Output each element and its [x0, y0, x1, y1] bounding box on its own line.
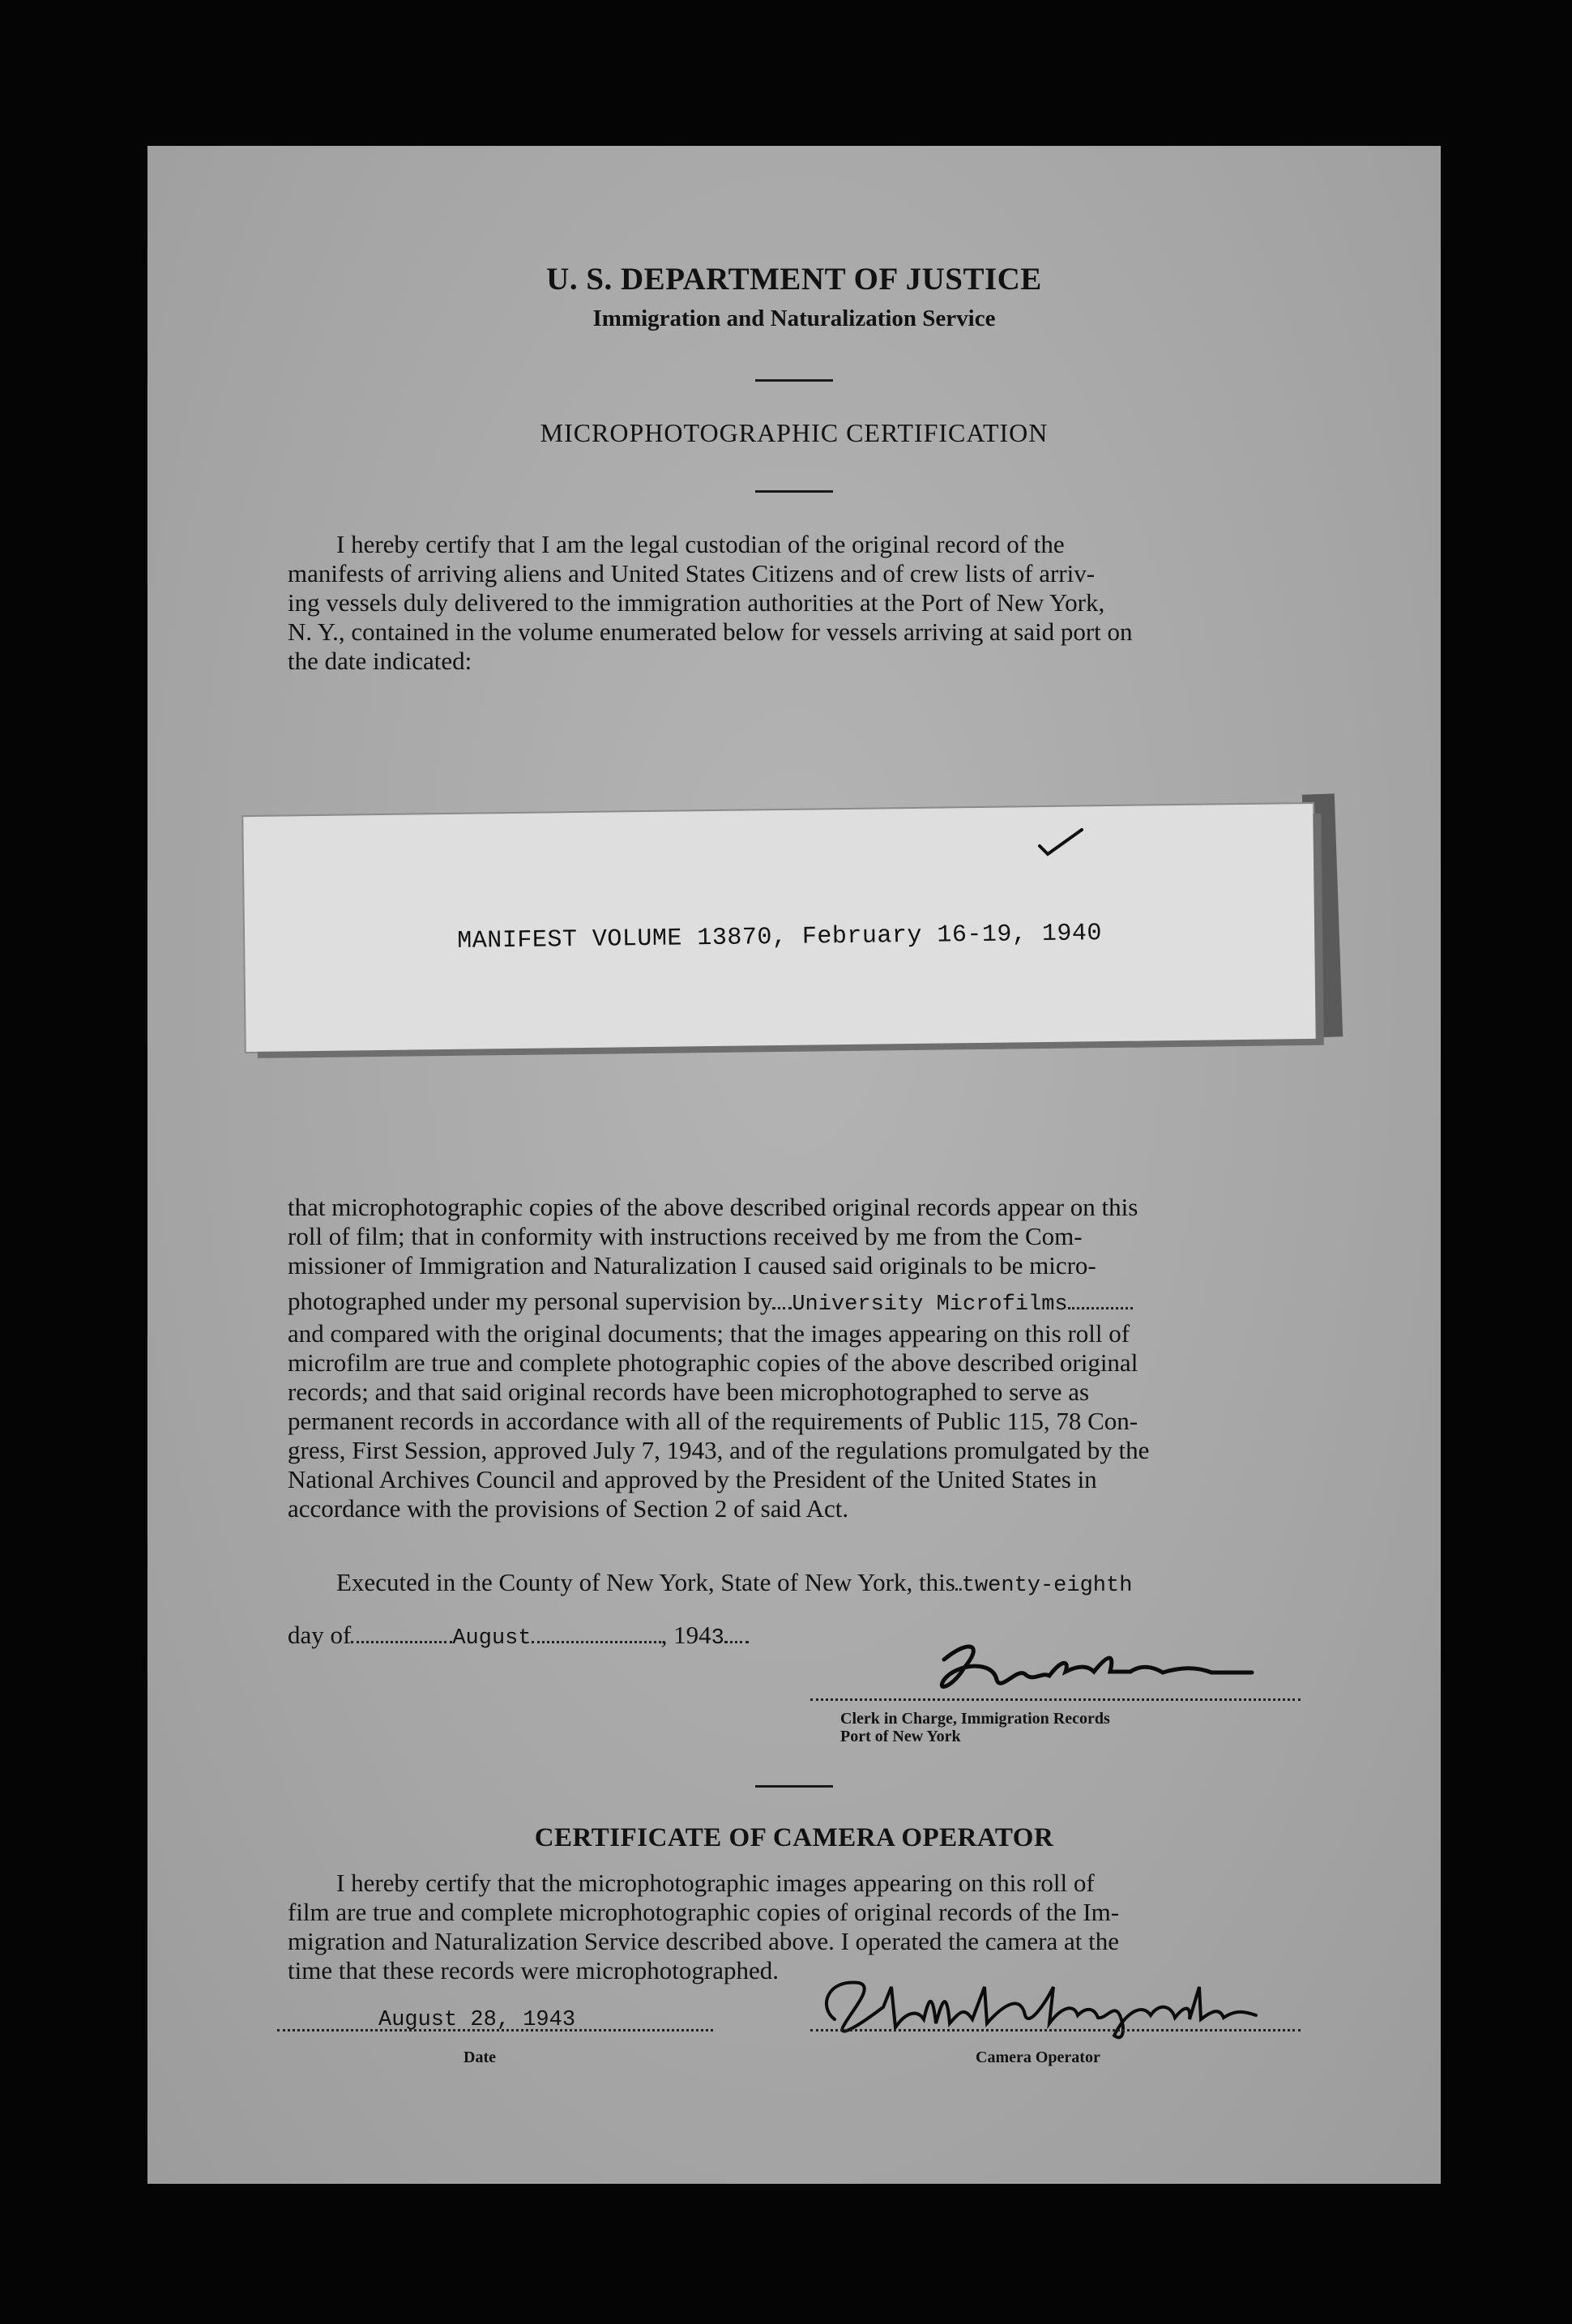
- text-line: ing vessels duly delivered to the immigration authorities at the Port of New York,: [288, 588, 1105, 617]
- text-line: gress, First Session, approved July 7, 1943, and of the regulations promulgated by the: [288, 1436, 1150, 1464]
- service-subheading: Immigration and Naturalization Service: [592, 305, 996, 331]
- clerk-signature: [920, 1635, 1260, 1700]
- camera-signature-line: [810, 2029, 1301, 2031]
- supervision-line: [288, 1287, 1310, 1319]
- executed-day: twenty-eighth: [961, 1574, 1133, 1598]
- day-of-line: [288, 1621, 749, 1651]
- divider: [755, 490, 833, 493]
- department-heading: U. S. DEPARTMENT OF JUSTICE: [546, 262, 1042, 297]
- certificate-sheet: [147, 146, 1441, 2184]
- text-line: N. Y., contained in the volume enumerated below for vessels arriving at said port on: [288, 617, 1133, 646]
- divider: [755, 1785, 833, 1788]
- checkmark-icon: [1036, 827, 1085, 859]
- year-digit: 3: [711, 1626, 724, 1651]
- clerk-title-line: Clerk in Charge, Immigration Records: [840, 1710, 1110, 1728]
- text-line: migration and Naturalization Service described above. I operated the camera at the: [288, 1927, 1119, 1955]
- executed-line: [336, 1568, 1132, 1598]
- date-line: [277, 2029, 713, 2031]
- text-line: records; and that said original records have been microphotographed to serve as: [288, 1378, 1090, 1406]
- signature-line: [810, 1698, 1301, 1701]
- text-line: time that these records were microphotographed.: [288, 1956, 779, 1984]
- text-line: that microphotographic copies of the above described original records appear on this: [288, 1193, 1138, 1221]
- text-line: accordance with the provisions of Section 2 of said Act.: [288, 1494, 849, 1523]
- intro-paragraph: [288, 530, 1310, 676]
- clerk-title-line: Port of New York: [840, 1728, 961, 1745]
- text-line: microfilm are true and complete photographic copies of the above described original: [288, 1348, 1138, 1377]
- executed-prefix: Executed in the County of New York, State of New York, this: [336, 1568, 955, 1596]
- operator-date: August 28, 1943: [378, 2008, 576, 2032]
- text-line: and compared with the original documents; that the images appearing on this roll of: [288, 1319, 1130, 1348]
- text-line: I hereby certify that I am the legal custodian of the original record of the: [336, 530, 1065, 558]
- year-prefix: , 194: [660, 1621, 711, 1649]
- day-of-label: day of: [288, 1621, 352, 1649]
- date-label: Date: [463, 2048, 496, 2066]
- text-line: I hereby certify that the microphotographic images appearing on this roll of: [336, 1869, 1095, 1897]
- operator-signature: [802, 1971, 1288, 2044]
- text-line: roll of film; that in conformity with instructions received by me from the Com-: [288, 1222, 1083, 1250]
- text-line: the date indicated:: [288, 647, 472, 675]
- manifest-strip: [243, 804, 1315, 1052]
- clerk-title: [840, 1710, 1110, 1745]
- executed-month: August: [452, 1626, 532, 1651]
- text-line: film are true and complete microphotographic copies of original records of the Im-: [288, 1898, 1120, 1926]
- text-line: permanent records in accordance with all of the requirements of Public 115, 78 Con-: [288, 1407, 1138, 1435]
- certification-title: MICROPHOTOGRAPHIC CERTIFICATION: [540, 418, 1049, 447]
- supervision-prefix: photographed under my personal supervision by: [288, 1287, 773, 1315]
- text-line: missioner of Immigration and Naturalization I caused said originals to be micro-: [288, 1251, 1096, 1279]
- text-line: National Archives Council and approved by the President of the United States in: [288, 1465, 1097, 1493]
- manifest-label: MANIFEST VOLUME 13870, February 16-19, 1940: [457, 920, 1103, 955]
- divider: [755, 379, 833, 382]
- text-line: manifests of arriving aliens and United States Citizens and of crew lists of arriv-: [288, 559, 1096, 587]
- body-paragraph: [288, 1193, 1310, 1523]
- supervisor-name: University Microfilms: [792, 1292, 1068, 1317]
- camera-operator-label: Camera Operator: [976, 2048, 1100, 2066]
- operator-section-title: CERTIFICATE OF CAMERA OPERATOR: [534, 1823, 1054, 1852]
- operator-paragraph: [288, 1869, 1310, 1985]
